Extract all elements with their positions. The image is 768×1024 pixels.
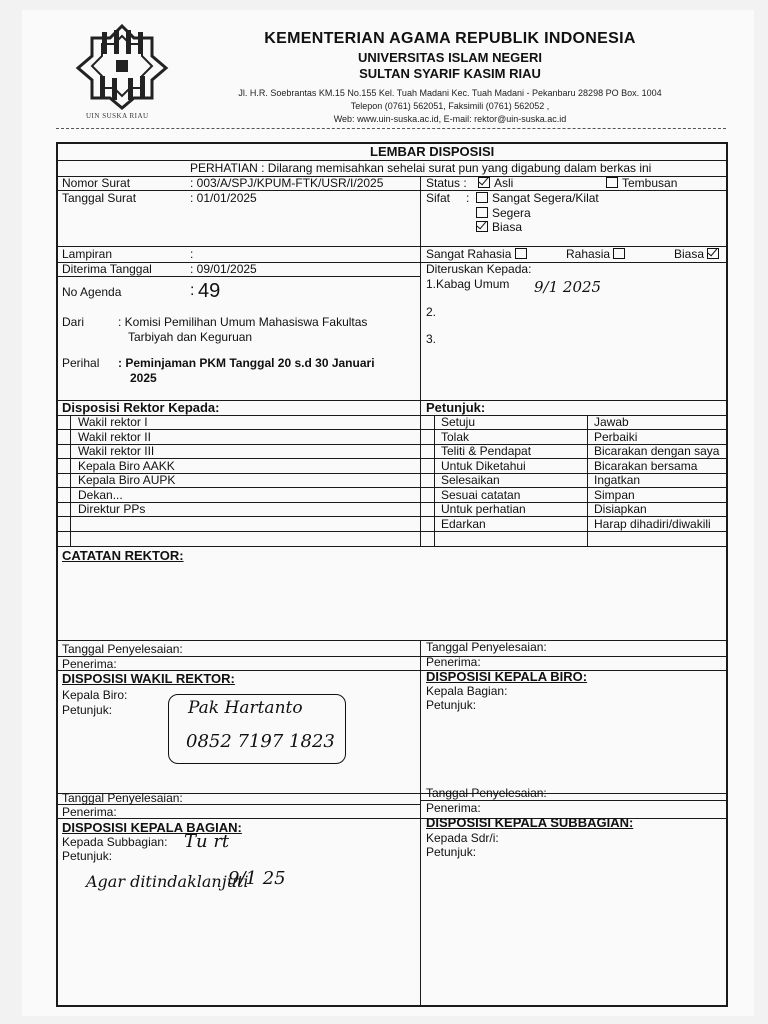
kepala-bagian-field: Kepala Bagian: [426,684,508,698]
checkbox-icon [613,248,625,259]
lampiran-value: : [190,247,194,261]
checkbox-icon [476,207,488,218]
dari-label: Dari [62,315,85,329]
klasifikasi-rahasia[interactable] [566,248,629,261]
handwritten-phone: 0852 7197 1823 [186,731,335,752]
penerima-right: Penerima: [426,655,481,669]
klasifikasi-label: Rahasia [566,247,611,261]
university-logo-icon [72,22,172,110]
sifat-option-label: Biasa [492,220,523,234]
address-line: Jl. H.R. Soebrantas KM.15 No.155 Kel. Tuah Madani Kec. Tuah Madani - Pekanbaru 28298 PO Box. 1004 [238,88,662,98]
status-tembusan-label: Tembusan [622,176,678,190]
tanggal-penyelesaian-left-2: Tanggal Penyelesaian: [62,791,183,805]
perihal-label: Perihal [62,356,100,370]
diteruskan-item-2: 2. [426,305,437,319]
diterima-value: : 09/01/2025 [190,262,257,276]
catatan-rektor-label: CATATAN REKTOR: [62,548,184,563]
dari-value-1: : Komisi Pemilihan Umum Mahasiswa Fakultas [118,315,368,329]
petunjuk-field-ksb: Petunjuk: [426,845,477,859]
petunjuk-item: Teliti & Pendapat [441,444,532,458]
petunjuk-item: Untuk Diketahui [441,459,526,473]
disposisi-kepala-bagian-label: DISPOSISI KEPALA BAGIAN: [62,820,242,835]
petunjuk-field-wr: Petunjuk: [62,703,113,717]
petunjuk-item: Setuju [441,415,476,429]
checkbox-checked-icon [478,177,490,188]
checkbox-checked-icon [476,221,488,232]
disposisi-kepala-biro-label: DISPOSISI KEPALA BIRO: [426,669,588,684]
rektor-target-item: Dekan... [78,488,123,502]
checkbox-icon [515,248,527,259]
petunjuk-item: Tolak [441,430,470,444]
perihal-value-2: 2025 [130,371,157,385]
petunjuk-item: Bicarakan dengan saya [594,444,720,458]
logo-caption: UIN SUSKA RIAU [86,112,149,120]
address-block [190,87,710,126]
petunjuk-item: Simpan [594,488,635,502]
penerima-left: Penerima: [62,657,117,671]
rektor-target-item: Wakil rektor I [78,415,148,429]
status-asli[interactable] [478,177,513,190]
petunjuk-field-kb: Petunjuk: [426,698,477,712]
klasifikasi-sangat-rahasia[interactable] [426,248,531,261]
rektor-target-item: Kepala Biro AAKK [78,459,175,473]
petunjuk-item: Sesuai catatan [441,488,521,502]
sifat-option-label: Sangat Segera/Kilat [492,191,599,205]
diteruskan-item-3: 3. [426,332,437,346]
rektor-target-item: Kepala Biro AUPK [78,473,176,487]
penerima-right-2: Penerima: [426,801,481,815]
nomor-surat-label: Nomor Surat [62,176,131,190]
perihal-value-1: : Peminjaman PKM Tanggal 20 s.d 30 Januari [118,356,375,370]
petunjuk-item: Selesaikan [441,473,500,487]
petunjuk-col2 [590,415,725,535]
petunjuk-field-kbag: Petunjuk: [62,849,113,863]
handwritten-name: Pak Hartanto [188,698,303,718]
dari-value-2: Tarbiyah dan Keguruan [128,330,253,344]
checkbox-icon [606,177,618,188]
petunjuk-item: Bicarakan bersama [594,459,698,473]
tanggal-penyelesaian-right: Tanggal Penyelesaian: [426,640,547,654]
form-title: LEMBAR DISPOSISI [370,144,495,159]
petunjuk-item: Disiapkan [594,502,647,516]
petunjuk-item: Untuk perhatian [441,502,526,516]
handwritten-instruction: Agar ditindaklanjuti [86,872,249,891]
university-title: UNIVERSITAS ISLAM NEGERI [358,50,542,65]
petunjuk-item: Edarkan [441,517,486,531]
diteruskan-handwritten-date: 9/1 2025 [534,278,602,296]
penerima-left-2: Penerima: [62,805,117,819]
klasifikasi-label: Sangat Rahasia [426,247,512,261]
rektor-target-item: Wakil rektor III [78,444,155,458]
notice-text: PERHATIAN : Dilarang memisahkan sehelai surat pun yang digabung dalam berkas ini [190,161,652,175]
sifat-option-segera[interactable] [476,207,531,220]
rektor-target-item: Direktur PPs [78,502,146,516]
ministry-title: KEMENTERIAN AGAMA REPUBLIK INDONESIA [264,30,636,47]
phone-line: Telepon (0761) 562051, Faksimili (0761) 562052 , [350,101,550,111]
disposisi-rektor-label: Disposisi Rektor Kepada: [62,400,220,415]
checkbox-checked-icon [707,248,719,259]
tanggal-penyelesaian-left: Tanggal Penyelesaian: [62,642,183,656]
agenda-label: No Agenda [62,285,122,299]
diteruskan-label: Diteruskan Kepada: [426,262,532,276]
sifat-option-label: Segera [492,206,531,220]
klasifikasi-label: Biasa [674,247,705,261]
tanggal-surat-label: Tanggal Surat [62,191,137,205]
university-subtitle: SULTAN SYARIF KASIM RIAU [359,66,541,81]
petunjuk-item: Perbaiki [594,430,638,444]
diteruskan-item-1: 1.Kabag Umum [426,277,510,291]
checkbox-icon [476,192,488,203]
header-divider [56,128,726,129]
petunjuk-label: Petunjuk: [426,400,486,415]
rektor-target-item: Wakil rektor II [78,430,151,444]
sifat-label: Sifat [426,191,451,205]
diterima-label: Diterima Tanggal [62,262,152,276]
status-asli-label: Asli [494,176,514,190]
disposisi-wakil-rektor-label: DISPOSISI WAKIL REKTOR: [62,671,235,686]
status-tembusan[interactable] [606,177,677,190]
kepala-biro-field: Kepala Biro: [62,688,128,702]
status-label: Status : [426,176,467,190]
web-line: Web: www.uin-suska.ac.id, E-mail: rektor@uin-suska.ac.id [333,114,567,124]
tanggal-penyelesaian-right-2: Tanggal Penyelesaian: [426,786,547,800]
sifat-option-biasa[interactable] [476,221,522,234]
agenda-colon: : [190,282,195,299]
sifat-colon: : [466,191,470,205]
petunjuk-item: Ingatkan [594,473,641,487]
agenda-value: 49 [198,280,221,302]
petunjuk-item: Jawab [594,415,629,429]
petunjuk-item: Harap dihadiri/diwakili [594,517,711,531]
lampiran-label: Lampiran [62,247,113,261]
handwritten-subbagian: Tu rt [184,831,230,852]
sifat-option-kilat[interactable] [476,192,599,205]
klasifikasi-biasa[interactable] [674,248,723,261]
disposisi-kepala-subbagian-label: DISPOSISI KEPALA SUBBAGIAN: [426,815,634,830]
nomor-surat-value: : 003/A/SPJ/KPUM-FTK/USR/I/2025 [190,176,384,190]
tanggal-surat-value: : 01/01/2025 [190,191,257,205]
kepada-subbagian-field: Kepada Subbagian: [62,835,168,849]
handwritten-instruction-date: 9/1 25 [228,868,286,889]
kepada-sdr-field: Kepada Sdr/i: [426,831,499,845]
